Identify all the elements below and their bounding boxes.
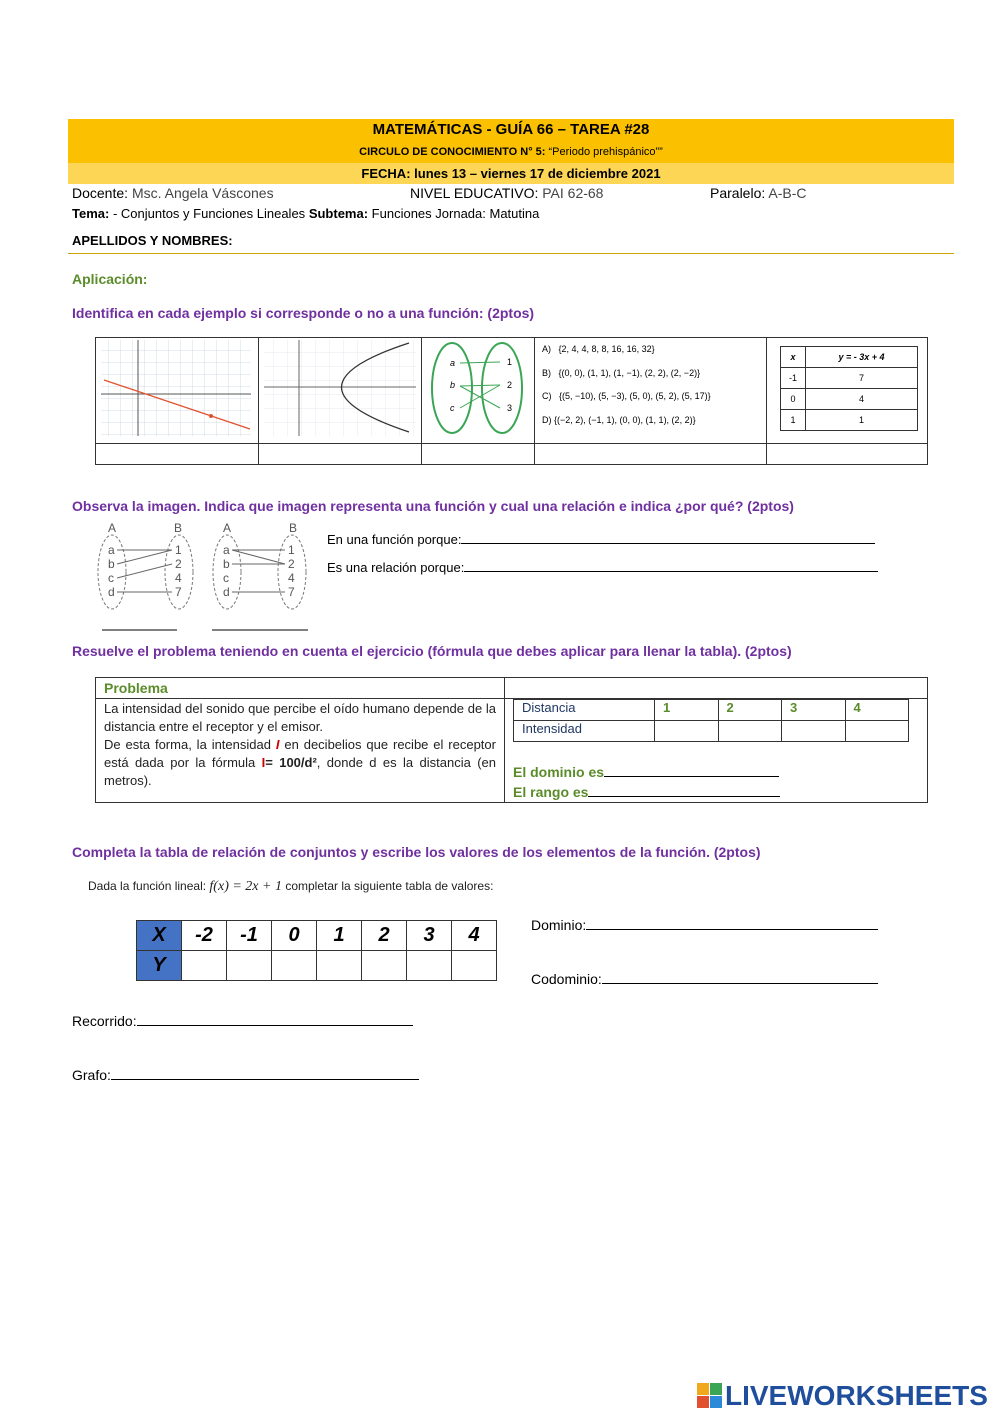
venn-right-1: 2	[507, 380, 513, 390]
section-aplicacion: Aplicación:	[72, 271, 148, 287]
y-input[interactable]	[182, 951, 227, 981]
left-c: c	[108, 571, 114, 585]
right2-2: 2	[288, 557, 295, 571]
q4-intro-text: Dada la función lineal:	[88, 879, 207, 893]
q1-cell-parabola	[259, 338, 422, 444]
funcion-answer-line[interactable]	[461, 543, 875, 544]
distance-2: 2	[718, 700, 782, 721]
relacion-label: Es una relación porque:	[327, 560, 465, 575]
docente-label: Docente:	[72, 185, 129, 201]
lws-logo-icon	[697, 1383, 723, 1409]
header-title: MATEMÁTICAS - GUÍA 66 – TAREA #28	[68, 119, 954, 141]
header-circle	[68, 141, 954, 163]
x-value: 2	[362, 921, 407, 951]
distance-area	[505, 699, 928, 803]
set-a: A) {2, 4, 4, 8, 8, 16, 16, 32}	[542, 344, 655, 354]
y-input[interactable]	[317, 951, 362, 981]
distancia-label: Distancia	[514, 700, 655, 721]
funcion-label: En una función porque:	[327, 532, 462, 547]
rango-row	[513, 784, 927, 800]
dominio-q4-row	[531, 917, 878, 933]
left-b: b	[108, 557, 115, 571]
x-value: 4	[452, 921, 497, 951]
x-value: 0	[272, 921, 317, 951]
circle-value: “Periodo prehispánico””	[548, 146, 663, 158]
jornada-value: : Matutina	[482, 206, 540, 221]
right-7: 7	[175, 585, 182, 599]
dominio-answer-line[interactable]	[604, 776, 779, 777]
answer-cell-5[interactable]	[767, 444, 928, 465]
grafo-row	[72, 1067, 419, 1083]
dominio-q4-label: Dominio:	[531, 917, 587, 933]
x-value: -1	[227, 921, 272, 951]
problema-text-1: La intensidad del sonido que percibe el oído humano depende de la distancia entre el receptor y el emisor.	[104, 701, 496, 734]
tema-label: Tema:	[72, 206, 110, 221]
q3-title: Resuelve el problema teniendo en cuenta el ejercicio (fórmula que debes aplicar para llenar la tabla). (2ptos)	[72, 643, 792, 659]
y-input[interactable]	[407, 951, 452, 981]
funcion-row	[327, 532, 875, 547]
left2-b: b	[223, 557, 230, 571]
docente-value: Msc. Angela Váscones	[131, 185, 274, 201]
paralelo-row	[710, 185, 807, 201]
intensity-input-1[interactable]	[655, 721, 719, 742]
nivel-value: PAI 62-68	[542, 185, 604, 201]
answer-cell-1[interactable]	[96, 444, 259, 465]
problema-text	[96, 699, 505, 803]
distance-3: 3	[782, 700, 846, 721]
y-header: Y	[137, 951, 182, 981]
nivel-label: NIVEL EDUCATIVO:	[410, 185, 539, 201]
q1-cell-venn	[422, 338, 535, 444]
intensity-input-4[interactable]	[845, 721, 909, 742]
q2-title: Observa la imagen. Indica que imagen representa una función y cual una relación e indica ¿por qué? (2ptos)	[72, 498, 794, 514]
rango-answer-line[interactable]	[588, 796, 780, 797]
nombres-label: APELLIDOS Y NOMBRES:	[72, 233, 233, 248]
answer-cell-3[interactable]	[422, 444, 535, 465]
venn-left-0: a	[450, 358, 456, 368]
values-table	[136, 920, 497, 981]
distance-4: 4	[845, 700, 909, 721]
q4-intro	[88, 879, 493, 895]
mini-cell: 0	[781, 389, 806, 410]
y-input[interactable]	[362, 951, 407, 981]
answer-cell-4[interactable]	[535, 444, 767, 465]
set-d: D) {(−2, 2), (−1, 1), (0, 0), (1, 1), (2, 2)}	[542, 414, 696, 425]
right-1: 1	[175, 543, 182, 557]
relacion-row	[327, 560, 878, 575]
recorrido-row	[72, 1013, 413, 1029]
paralelo-label: Paralelo:	[710, 185, 766, 201]
recorrido-label: Recorrido:	[72, 1013, 137, 1029]
mini-cell: -1	[781, 368, 806, 389]
q1-cell-linear-graph	[96, 338, 259, 444]
mini-cell: 7	[806, 368, 918, 389]
q4-intro-end: completar la siguiente tabla de valores:	[285, 879, 494, 893]
left-a: a	[108, 543, 115, 557]
venn-diagram	[422, 338, 534, 438]
mini-header-y: y = - 3x + 4	[806, 347, 918, 368]
left-d: d	[108, 585, 115, 599]
intensidad-label: Intensidad	[514, 721, 655, 742]
y-input[interactable]	[227, 951, 272, 981]
q1-cell-mini-table	[767, 338, 928, 444]
mini-header-x: x	[781, 347, 806, 368]
distance-1: 1	[655, 700, 719, 721]
codominio-line[interactable]	[602, 983, 878, 984]
venn-left-2: c	[450, 403, 455, 413]
parabola-graph	[259, 338, 421, 438]
y-input[interactable]	[452, 951, 497, 981]
intensity-input-2[interactable]	[718, 721, 782, 742]
x-value: -2	[182, 921, 227, 951]
distance-table	[513, 699, 909, 742]
left2-a: a	[223, 543, 230, 557]
q1-table	[95, 337, 928, 465]
right2-4: 4	[288, 571, 295, 585]
x-value: 1	[317, 921, 362, 951]
codominio-label: Codominio:	[531, 971, 602, 987]
codominio-row	[531, 971, 878, 987]
relation-diagrams	[92, 520, 317, 635]
right2-1: 1	[288, 543, 295, 557]
recorrido-line[interactable]	[137, 1025, 413, 1026]
set-b-label-1: B	[174, 521, 183, 535]
y-input[interactable]	[272, 951, 317, 981]
relacion-answer-line[interactable]	[464, 571, 878, 572]
set-b: B) {(0, 0), (1, 1), (1, −1), (2, 2), (2, −2)}	[542, 367, 701, 378]
venn-right-2: 3	[507, 403, 513, 413]
dominio-row	[513, 764, 927, 780]
venn-left-1: b	[450, 380, 456, 390]
brand-text: LIVEWORKSHEETS	[725, 1380, 988, 1411]
paralelo-value: A-B-C	[768, 185, 807, 201]
circle-label: CIRCULO DE CONOCIMIENTO N° 5:	[359, 146, 546, 158]
docente-row	[72, 185, 274, 201]
header-divider	[68, 253, 954, 254]
set-c: C) {(5, −10), (5, −3), (5, 0), (5, 2), (5, 17)}	[542, 391, 711, 401]
tema-row	[72, 206, 539, 221]
subtema-label: Subtema:	[308, 206, 369, 221]
dominio-label: El dominio es	[513, 764, 605, 780]
q4-formula: f(x) = 2x + 1	[209, 879, 282, 894]
left2-c: c	[223, 571, 229, 585]
left2-d: d	[223, 585, 230, 599]
jornada-label: Jornada	[435, 206, 483, 221]
liveworksheets-logo	[697, 1380, 988, 1412]
subtema-value: Funciones	[371, 206, 432, 221]
set-a-label-2: A	[223, 521, 232, 535]
nivel-row	[410, 185, 603, 201]
linear-graph	[96, 338, 256, 438]
x-value: 3	[407, 921, 452, 951]
intensity-input-3[interactable]	[782, 721, 846, 742]
q3-table	[95, 677, 928, 803]
problema-header-empty	[505, 678, 928, 699]
grafo-label: Grafo:	[72, 1067, 111, 1083]
problema-label: Problema	[96, 678, 505, 699]
grafo-line[interactable]	[111, 1079, 419, 1080]
mini-cell: 4	[806, 389, 918, 410]
set-b-label-2: B	[289, 521, 298, 535]
mini-cell: 1	[806, 410, 918, 431]
q4-title: Completa la tabla de relación de conjuntos y escribe los valores de los elementos de la función. (2ptos)	[72, 844, 761, 860]
q1-title: Identifica en cada ejemplo si corresponde o no a una función: (2ptos)	[72, 305, 535, 321]
rango-label: El rango es	[513, 784, 589, 800]
dominio-q4-line[interactable]	[586, 929, 878, 930]
set-a-label-1: A	[108, 521, 117, 535]
problema-text-2: De esta forma, la intensidad I en decibelios que recibe el receptor está dada por la fórmula I= 100/d², donde d es la distancia (en metros).	[104, 737, 496, 788]
mini-cell: 1	[781, 410, 806, 431]
x-header: X	[137, 921, 182, 951]
answer-cell-2[interactable]	[259, 444, 422, 465]
venn-right-0: 1	[507, 357, 513, 367]
mini-table	[780, 346, 918, 431]
tema-value: - Conjuntos y Funciones Lineales	[112, 206, 306, 221]
right-2: 2	[175, 557, 182, 571]
header-date: FECHA: lunes 13 – viernes 17 de diciembre 2021	[68, 163, 954, 184]
q1-cell-sets	[535, 338, 767, 444]
right-4: 4	[175, 571, 182, 585]
right2-7: 7	[288, 585, 295, 599]
